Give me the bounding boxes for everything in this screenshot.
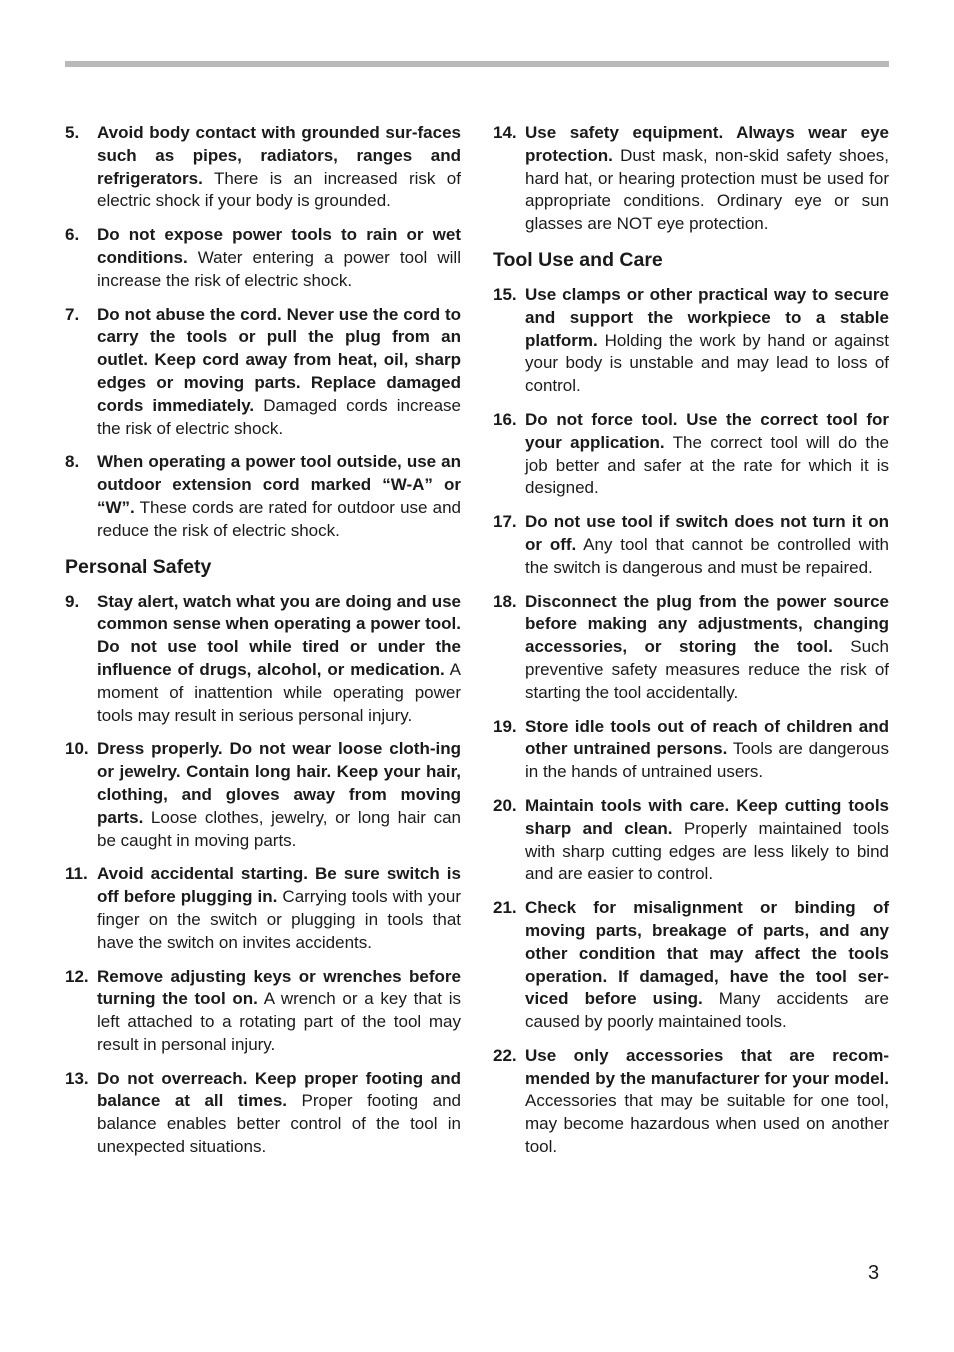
top-rule bbox=[65, 61, 889, 67]
rule-bold-instruction: Do not overreach. Keep proper footing and balance at all times. bbox=[97, 1068, 461, 1111]
item-list bbox=[65, 591, 461, 1159]
rule-text bbox=[525, 591, 889, 705]
rule-number: 22. bbox=[493, 1045, 517, 1065]
rule-number: 8. bbox=[65, 452, 80, 472]
rule-bold-instruction: Maintain tools with care. Keep cutting tools sharp and clean. bbox=[525, 795, 889, 838]
safety-rule-item bbox=[493, 511, 889, 579]
safety-rule-item bbox=[65, 966, 461, 1057]
rule-bold-instruction: Check for misalignment or binding of moving parts, breakage of parts, and any other condition that may affect the tools operation. If damaged, have the tool ser-viced before using. bbox=[525, 898, 889, 1009]
safety-rule-item bbox=[65, 122, 461, 213]
rule-number: 11. bbox=[65, 864, 88, 884]
safety-rule-item bbox=[65, 451, 461, 542]
rule-bold-instruction: Dress properly. Do not wear loose cloth-ing or jewelry. Contain long hair. Keep your hair, clothing, and gloves away from moving parts. bbox=[97, 739, 461, 827]
rule-text bbox=[525, 1045, 889, 1159]
rule-explanation: There is an increased risk of electric shock if your body is grounded. bbox=[97, 168, 461, 211]
rule-text bbox=[525, 897, 889, 1034]
rule-number: 10. bbox=[65, 739, 89, 759]
rule-explanation: Such preventive safety measures reduce the risk of starting the tool accidentally. bbox=[525, 637, 889, 702]
safety-rule-item bbox=[65, 863, 461, 954]
item-list bbox=[493, 284, 889, 1159]
rule-text bbox=[97, 966, 461, 1057]
safety-rule-item bbox=[493, 409, 889, 500]
safety-rule-item bbox=[493, 795, 889, 886]
safety-rule-item bbox=[65, 304, 461, 441]
safety-rule-item bbox=[493, 1045, 889, 1159]
rule-explanation: Any tool that cannot be controlled with the switch is dangerous and must be repaired. bbox=[525, 534, 889, 577]
rule-explanation: The correct tool will do the job better and safer at the rate for which it is designed. bbox=[525, 432, 889, 498]
rule-text bbox=[525, 795, 889, 886]
rule-explanation: Properly maintained tools with sharp cutting edges are less likely to bind and are easier to control. bbox=[525, 818, 889, 884]
section-heading-tool-use-and-care: Tool Use and Care bbox=[493, 248, 663, 271]
rule-bold-instruction: When operating a power tool outside, use an outdoor extension cord marked “W-A” or “W”. bbox=[97, 452, 461, 517]
rule-text bbox=[97, 738, 461, 852]
rule-text bbox=[97, 451, 461, 542]
rule-text bbox=[525, 716, 889, 784]
right-column bbox=[493, 122, 889, 1170]
rule-bold-instruction: Stay alert, watch what you are doing and use common sense when operating a power tool. Do not use tool while tired or under the influence of drugs, alcohol, or medication. bbox=[97, 591, 461, 679]
rule-number: 21. bbox=[493, 898, 517, 918]
page-number: 3 bbox=[868, 1262, 880, 1284]
rule-number: 19. bbox=[493, 716, 517, 736]
safety-rule-item bbox=[65, 591, 461, 728]
rule-number: 16. bbox=[493, 409, 517, 429]
rule-text bbox=[97, 591, 461, 728]
rule-bold-instruction: Remove adjusting keys or wrenches before turning the tool on. bbox=[97, 966, 461, 1009]
rule-text bbox=[525, 284, 889, 398]
rule-explanation: A moment of inattention while operating power tools may result in serious personal injury. bbox=[97, 659, 461, 725]
rule-number: 14. bbox=[493, 123, 517, 142]
rule-bold-instruction: Do not use tool if switch does not turn it on or off. bbox=[525, 512, 889, 554]
safety-rule-item bbox=[493, 897, 889, 1034]
rule-explanation: Damaged cords increase the risk of electric shock. bbox=[97, 395, 461, 438]
rule-explanation: Dust mask, non-skid safety shoes, hard hat, or hearing protection must be used for appropriate conditions. Ordinary eye or sun glasses are NOT eye protection. bbox=[525, 145, 889, 234]
rule-bold-instruction: Avoid accidental starting. Be sure switch is off before plugging in. bbox=[97, 864, 461, 907]
safety-rule-item bbox=[65, 224, 461, 292]
item-list bbox=[65, 122, 461, 543]
rule-number: 13. bbox=[65, 1068, 89, 1088]
left-column bbox=[65, 122, 461, 1170]
rule-bold-instruction: Use only accessories that are recom-mended by the manufacturer for your model. bbox=[525, 1045, 889, 1088]
rule-text bbox=[525, 409, 889, 500]
rule-bold-instruction: Use clamps or other practical way to secure and support the workpiece to a stable platform. bbox=[525, 284, 889, 350]
safety-rule-item bbox=[493, 284, 889, 398]
rule-bold-instruction: Use safety equipment. Always wear eye protection. bbox=[525, 123, 889, 165]
rule-bold-instruction: Avoid body contact with grounded sur-faces such as pipes, radiators, ranges and refrigerators. bbox=[97, 123, 461, 188]
rule-bold-instruction: Disconnect the plug from the power source before making any adjustments, changing accessories, or storing the tool. bbox=[525, 591, 889, 657]
rule-explanation: Water entering a power tool will increase the risk of electric shock. bbox=[97, 247, 461, 290]
rule-explanation: Carrying tools with your finger on the switch or plugging in tools that have the switch on invites accidents. bbox=[97, 887, 461, 952]
rule-explanation: Holding the work by hand or against your body is unstable and may lead to loss of control. bbox=[525, 330, 889, 396]
rule-text bbox=[525, 511, 889, 579]
safety-rule-item bbox=[65, 738, 461, 852]
rule-text bbox=[97, 863, 461, 954]
rule-text bbox=[525, 122, 889, 236]
rule-number: 18. bbox=[493, 591, 517, 611]
rule-number: 5. bbox=[65, 123, 80, 142]
section-heading-personal-safety: Personal Safety bbox=[65, 555, 212, 578]
rule-number: 7. bbox=[65, 304, 80, 324]
rule-explanation: Proper footing and balance enables better control of the tool in unexpected situations. bbox=[97, 1091, 461, 1157]
rule-bold-instruction: Do not abuse the cord. Never use the cord to carry the tools or pull the plug from an outlet. Keep cord away from heat, oil, sharp edges or moving parts. Replace damaged cords immediately. bbox=[97, 304, 461, 415]
rule-text bbox=[97, 1068, 461, 1159]
safety-rule-item bbox=[493, 716, 889, 784]
rule-explanation: Many accidents are caused by poorly maintained tools. bbox=[525, 989, 889, 1032]
rule-number: 12. bbox=[65, 966, 89, 986]
rule-number: 17. bbox=[493, 512, 517, 532]
safety-rule-item bbox=[493, 591, 889, 705]
rule-bold-instruction: Do not expose power tools to rain or wet conditions. bbox=[97, 225, 461, 267]
item-list bbox=[493, 122, 889, 236]
rule-explanation: A wrench or a key that is left attached to a rotating part of the tool may result in personal injury. bbox=[97, 989, 461, 1054]
rule-text bbox=[97, 304, 461, 441]
safety-rule-item bbox=[493, 122, 889, 236]
rule-explanation: Loose clothes, jewelry, or long hair can be caught in moving parts. bbox=[97, 807, 461, 850]
rule-explanation: Accessories that may be suitable for one tool, may become hazardous when used on another tool. bbox=[525, 1091, 889, 1157]
rule-number: 9. bbox=[65, 591, 80, 611]
rule-bold-instruction: Do not force tool. Use the correct tool for your application. bbox=[525, 409, 889, 452]
rule-number: 20. bbox=[493, 795, 517, 815]
rule-explanation: These cords are rated for outdoor use and reduce the risk of electric shock. bbox=[97, 497, 461, 540]
rule-number: 15. bbox=[493, 284, 517, 304]
rule-number: 6. bbox=[65, 225, 80, 245]
rule-explanation: Tools are dangerous in the hands of untrained users. bbox=[525, 739, 890, 782]
rule-bold-instruction: Store idle tools out of reach of children and other untrained persons. bbox=[525, 716, 889, 759]
safety-rule-item bbox=[65, 1068, 461, 1159]
rule-text bbox=[97, 224, 461, 292]
rule-text bbox=[97, 122, 461, 213]
